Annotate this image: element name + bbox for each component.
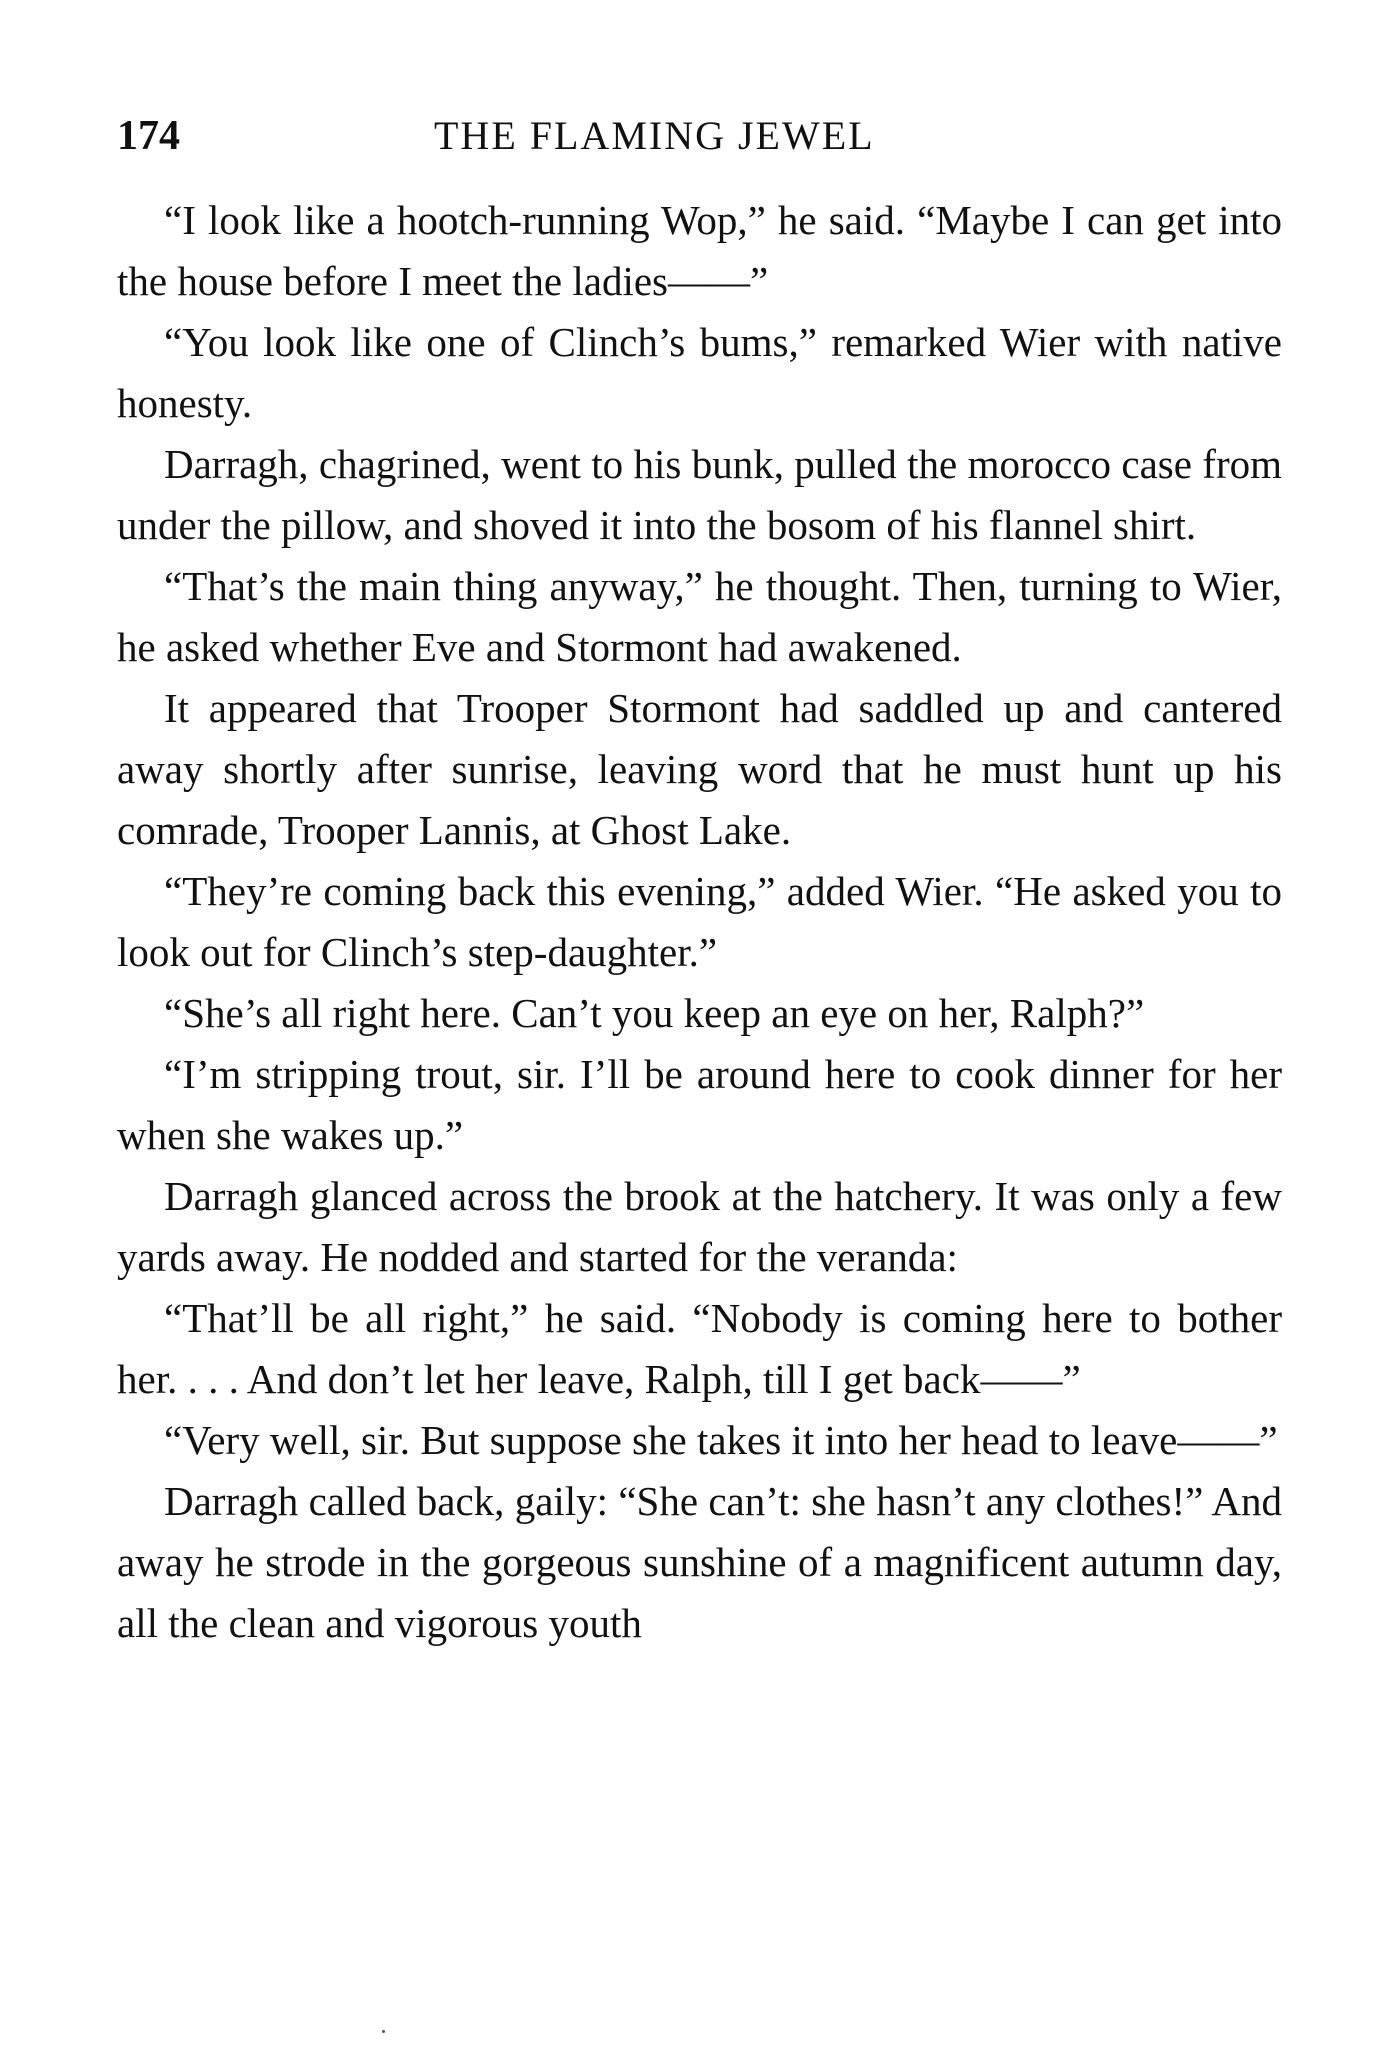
page-number: 174 — [117, 113, 180, 159]
paragraph: “She’s all right here. Can’t you keep an eye on her, Ralph?” — [164, 990, 1145, 1036]
paragraph: Darragh, chagrined, went to his bunk, pulled the morocco case from under the pillow, and shoved it into the bosom of his flannel shirt. — [117, 441, 1282, 548]
paragraph: “I look like a hootch-running Wop,” he said. “Maybe I can get into the house before I meet the ladies——” — [117, 197, 1282, 304]
paragraph: “I’m stripping trout, sir. I’ll be around here to cook dinner for her when she wakes up.” — [117, 1051, 1282, 1158]
page-header — [117, 112, 1282, 172]
body-text — [117, 190, 1282, 1654]
paragraph: “You look like one of Clinch’s bums,” remarked Wier with native honesty. — [117, 319, 1282, 426]
paragraph: “Very well, sir. But suppose she takes it into her head to leave——” — [164, 1417, 1278, 1463]
paragraph: Darragh called back, gaily: “She can’t: she hasn’t any clothes!” And away he strode in the gorgeous sunshine of a magnificent autumn day, all the clean and vigorous youth — [117, 1478, 1282, 1646]
print-speck — [382, 2030, 385, 2033]
paragraph: It appeared that Trooper Stormont had saddled up and cantered away shortly after sunrise, leaving word that he must hunt up his comrade, Trooper Lannis, at Ghost Lake. — [117, 685, 1282, 853]
paragraph: “That’s the main thing anyway,” he thought. Then, turning to Wier, he asked whether Eve and Stormont had awakened. — [117, 563, 1282, 670]
paragraph: “That’ll be all right,” he said. “Nobody is coming here to bother her. . . . And don’t let her leave, Ralph, till I get back——” — [117, 1295, 1282, 1402]
running-title: THE FLAMING JEWEL — [434, 113, 875, 158]
paragraph: “They’re coming back this evening,” added Wier. “He asked you to look out for Clinch’s step-daughter.” — [117, 868, 1282, 975]
paragraph: Darragh glanced across the brook at the hatchery. It was only a few yards away. He nodded and started for the veranda: — [117, 1173, 1282, 1280]
